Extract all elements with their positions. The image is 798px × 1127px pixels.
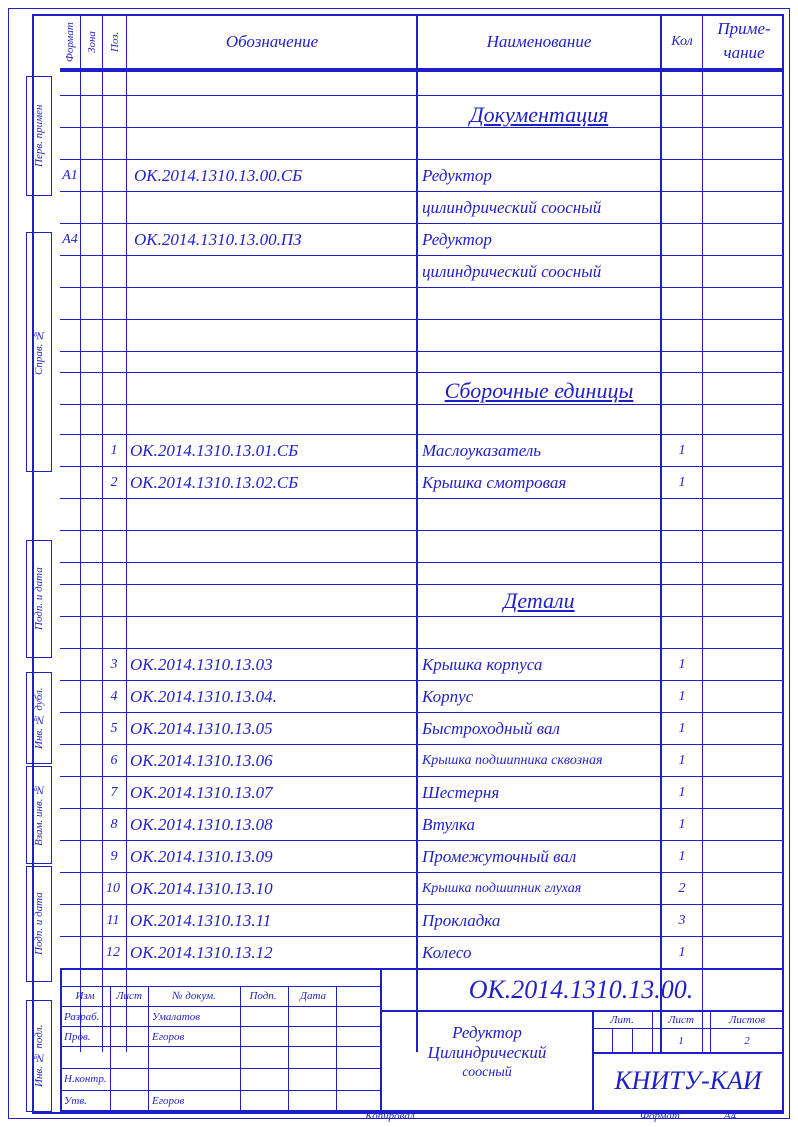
row-qty: 3 xyxy=(678,913,686,928)
row-designation: ОК.2014.1310.13.07 xyxy=(130,783,273,802)
row-sep xyxy=(60,95,784,96)
row-sep xyxy=(60,904,784,905)
stamp-col-docum xyxy=(240,986,241,1112)
stamp-role-prov: Пров. xyxy=(64,1031,91,1043)
header-designation: Обозначение xyxy=(225,32,319,51)
header-note-line2: чание xyxy=(723,43,765,62)
footer-format-label: Формат xyxy=(640,1110,680,1122)
footer-format-value: А4 xyxy=(723,1110,737,1122)
row-designation: ОК.2014.1310.13.03 xyxy=(130,655,273,674)
stamp-col-header-docum: № докум. xyxy=(172,990,216,1002)
header-name: Наименование xyxy=(486,32,592,51)
stamp-lit-cell-sep-2 xyxy=(632,1028,633,1052)
row-sep xyxy=(60,712,784,713)
row-name: Маслоуказатель xyxy=(422,441,541,460)
row-sep xyxy=(60,319,784,320)
row-sep xyxy=(60,127,784,128)
stamp-row-sep xyxy=(60,1046,380,1047)
margin-label-perv-primen: Перв. примен xyxy=(26,76,52,196)
row-name: Втулка xyxy=(422,815,475,834)
stamp-organization: КНИТУ-КАИ xyxy=(614,1066,762,1095)
row-sep xyxy=(60,840,784,841)
row-designation: ОК.2014.1310.13.12 xyxy=(130,943,273,962)
row-qty: 1 xyxy=(678,443,686,458)
row-sep xyxy=(60,936,784,937)
row-sep xyxy=(60,70,784,72)
row-sep xyxy=(60,466,784,467)
stamp-title-line3: соосный xyxy=(462,1065,512,1080)
row-name: Крышка подшипник глухая xyxy=(422,881,582,896)
row-pos: 4 xyxy=(110,689,118,704)
row-qty: 1 xyxy=(678,817,686,832)
margin-label-podp-i-data-1: Подп. и дата xyxy=(26,540,52,658)
row-designation: ОК.2014.1310.13.00.СБ xyxy=(134,166,303,185)
stamp-lit-bottom-sep xyxy=(592,1052,784,1054)
stamp-lit-header-sep xyxy=(592,1028,784,1029)
row-pos: 1 xyxy=(110,443,118,458)
row-qty: 1 xyxy=(678,689,686,704)
row-sep xyxy=(60,616,784,617)
row-sep xyxy=(60,776,784,777)
row-pos xyxy=(102,161,126,191)
header-qty: Кол xyxy=(671,34,693,49)
row-name: Крышка подшипника сквозная xyxy=(422,753,603,768)
col-sep-pos xyxy=(126,14,127,1052)
row-designation: ОК.2014.1310.13.09 xyxy=(130,847,273,866)
row-sep xyxy=(60,255,784,256)
stamp-col-header-podp: Подп. xyxy=(249,990,277,1002)
row-sep xyxy=(60,648,784,649)
row-name: цилиндрический соосный xyxy=(422,262,602,281)
row-qty: 1 xyxy=(678,721,686,736)
stamp-sheet-value: 1 xyxy=(678,1035,684,1047)
margin-label-inv-no-podl: Инв. № подл. xyxy=(26,1000,52,1112)
row-qty: 1 xyxy=(678,657,686,672)
stamp-col-podp xyxy=(288,986,289,1112)
row-sep xyxy=(60,808,784,809)
header-pos: Поз. xyxy=(109,31,121,53)
row-sep xyxy=(60,372,784,373)
stamp-title-line1: Редуктор xyxy=(452,1023,522,1042)
row-qty: 1 xyxy=(678,753,686,768)
row-format: А1 xyxy=(62,168,78,183)
stamp-col-data xyxy=(336,986,337,1112)
row-name: Быстроходный вал xyxy=(422,719,560,738)
stamp-sep-sheet-sheets xyxy=(710,1010,711,1052)
col-sep-qty xyxy=(702,14,703,1052)
row-designation: ОК.2014.1310.13.05 xyxy=(130,719,273,738)
row-designation: ОК.2014.1310.13.01.СБ xyxy=(130,441,299,460)
row-pos: 11 xyxy=(106,913,120,928)
stamp-name-prov: Егоров xyxy=(152,1031,185,1043)
row-designation: ОК.2014.1310.13.06 xyxy=(130,751,273,770)
row-designation: ОК.2014.1310.13.11 xyxy=(130,911,272,930)
stamp-sheet-label: Лист xyxy=(668,1014,694,1026)
margin-label-podp-i-data-2: Подп. и дата xyxy=(26,866,52,982)
footer-copied: Копировал xyxy=(365,1110,415,1122)
margin-label-vzam-inv-no: Взам. инв. № xyxy=(26,766,52,864)
stamp-col-list xyxy=(148,986,149,1112)
stamp-row-sep xyxy=(60,1068,380,1069)
row-pos: 3 xyxy=(110,657,118,672)
row-designation: ОК.2014.1310.13.08 xyxy=(130,815,273,834)
stamp-col-header-data: Дата xyxy=(299,990,327,1002)
stamp-sheets-label: Листов xyxy=(728,1014,766,1026)
row-designation: ОК.2014.1310.13.04. xyxy=(130,687,277,706)
stamp-row-sep xyxy=(60,1090,380,1091)
row-pos: 12 xyxy=(106,945,120,960)
row-name: Колесо xyxy=(422,943,472,962)
stamp-name-razrab: Умалатов xyxy=(152,1011,201,1023)
row-qty: 1 xyxy=(678,475,686,490)
row-designation: ОК.2014.1310.13.02.СБ xyxy=(130,473,299,492)
row-designation: ОК.2014.1310.13.00.ПЗ xyxy=(134,230,302,249)
row-name: Корпус xyxy=(422,687,474,706)
stamp-sheets-value: 2 xyxy=(744,1035,750,1047)
row-sep xyxy=(60,562,784,563)
row-sep xyxy=(60,530,784,531)
row-sep xyxy=(60,351,784,352)
row-pos: 6 xyxy=(110,753,118,768)
row-name: Крышка смотровая xyxy=(422,473,567,492)
row-sep xyxy=(60,498,784,499)
row-name: цилиндрический соосный xyxy=(422,198,602,217)
section-title-documentation: Документация xyxy=(469,102,609,127)
row-pos: 10 xyxy=(106,881,120,896)
row-qty: 1 xyxy=(678,785,686,800)
row-pos: 8 xyxy=(110,817,118,832)
row-name: Крышка корпуса xyxy=(422,655,543,674)
row-name: Редуктор xyxy=(422,166,492,185)
row-qty xyxy=(662,161,702,191)
section-title-parts: Детали xyxy=(503,588,575,613)
row-qty: 2 xyxy=(678,881,686,896)
stamp-lit-label: Лит. xyxy=(610,1014,634,1026)
row-sep xyxy=(60,744,784,745)
stamp-role-razrab: Разраб. xyxy=(64,1011,100,1023)
row-format: А4 xyxy=(62,232,78,247)
row-name: Редуктор xyxy=(422,230,492,249)
stamp-designation: ОК.2014.1310.13.00. xyxy=(468,975,694,1004)
row-pos: 9 xyxy=(110,849,118,864)
row-pos: 7 xyxy=(110,785,118,800)
row-name: Промежуточный вал xyxy=(422,847,577,866)
row-name: Прокладка xyxy=(422,911,501,930)
stamp-lit-cell-sep-1 xyxy=(612,1028,613,1052)
row-sep xyxy=(60,159,784,160)
col-sep-designation xyxy=(416,14,418,1052)
stamp-sep-lit-sheet xyxy=(652,1010,653,1052)
stamp-title-line2: Цилиндрический xyxy=(427,1043,547,1062)
margin-label-sprav-no: Справ. № xyxy=(26,232,52,472)
stamp-row-sep xyxy=(60,1026,380,1027)
row-designation: ОК.2014.1310.13.10 xyxy=(130,879,273,898)
stamp-name-utv: Егоров xyxy=(152,1095,185,1107)
stamp-col-header-list: Лист xyxy=(116,990,142,1002)
header-format: Формат xyxy=(64,22,76,62)
stamp-role-nkontr: Н.контр. xyxy=(64,1073,107,1085)
row-sep xyxy=(60,872,784,873)
margin-label-inv-no-dubl: Инв. № дубл. xyxy=(26,672,52,764)
stamp-row-sep xyxy=(60,986,380,987)
stamp-col-header-izm: Изм xyxy=(75,990,95,1002)
stamp-col-izm xyxy=(110,986,111,1112)
row-sep xyxy=(60,680,784,681)
header-note-line1: Приме- xyxy=(717,19,771,38)
row-name: Шестерня xyxy=(422,783,500,802)
stamp-role-empty xyxy=(64,1048,110,1066)
row-qty: 1 xyxy=(678,945,686,960)
row-sep xyxy=(60,404,784,405)
row-pos: 5 xyxy=(110,721,118,736)
row-sep xyxy=(60,434,784,435)
row-sep xyxy=(60,584,784,585)
col-sep-format xyxy=(80,14,81,1052)
header-zone: Зона xyxy=(86,31,98,53)
row-qty: 1 xyxy=(678,849,686,864)
row-sep xyxy=(60,287,784,288)
section-title-assembly-units: Сборочные единицы xyxy=(444,378,634,403)
row-sep xyxy=(60,223,784,224)
stamp-name-empty xyxy=(152,1048,238,1066)
stamp-role-utv: Утв. xyxy=(64,1095,87,1107)
row-sep xyxy=(60,191,784,192)
stamp-name-nkontr xyxy=(152,1070,238,1088)
row-pos: 2 xyxy=(110,475,118,490)
stamp-row-sep xyxy=(60,1006,380,1007)
